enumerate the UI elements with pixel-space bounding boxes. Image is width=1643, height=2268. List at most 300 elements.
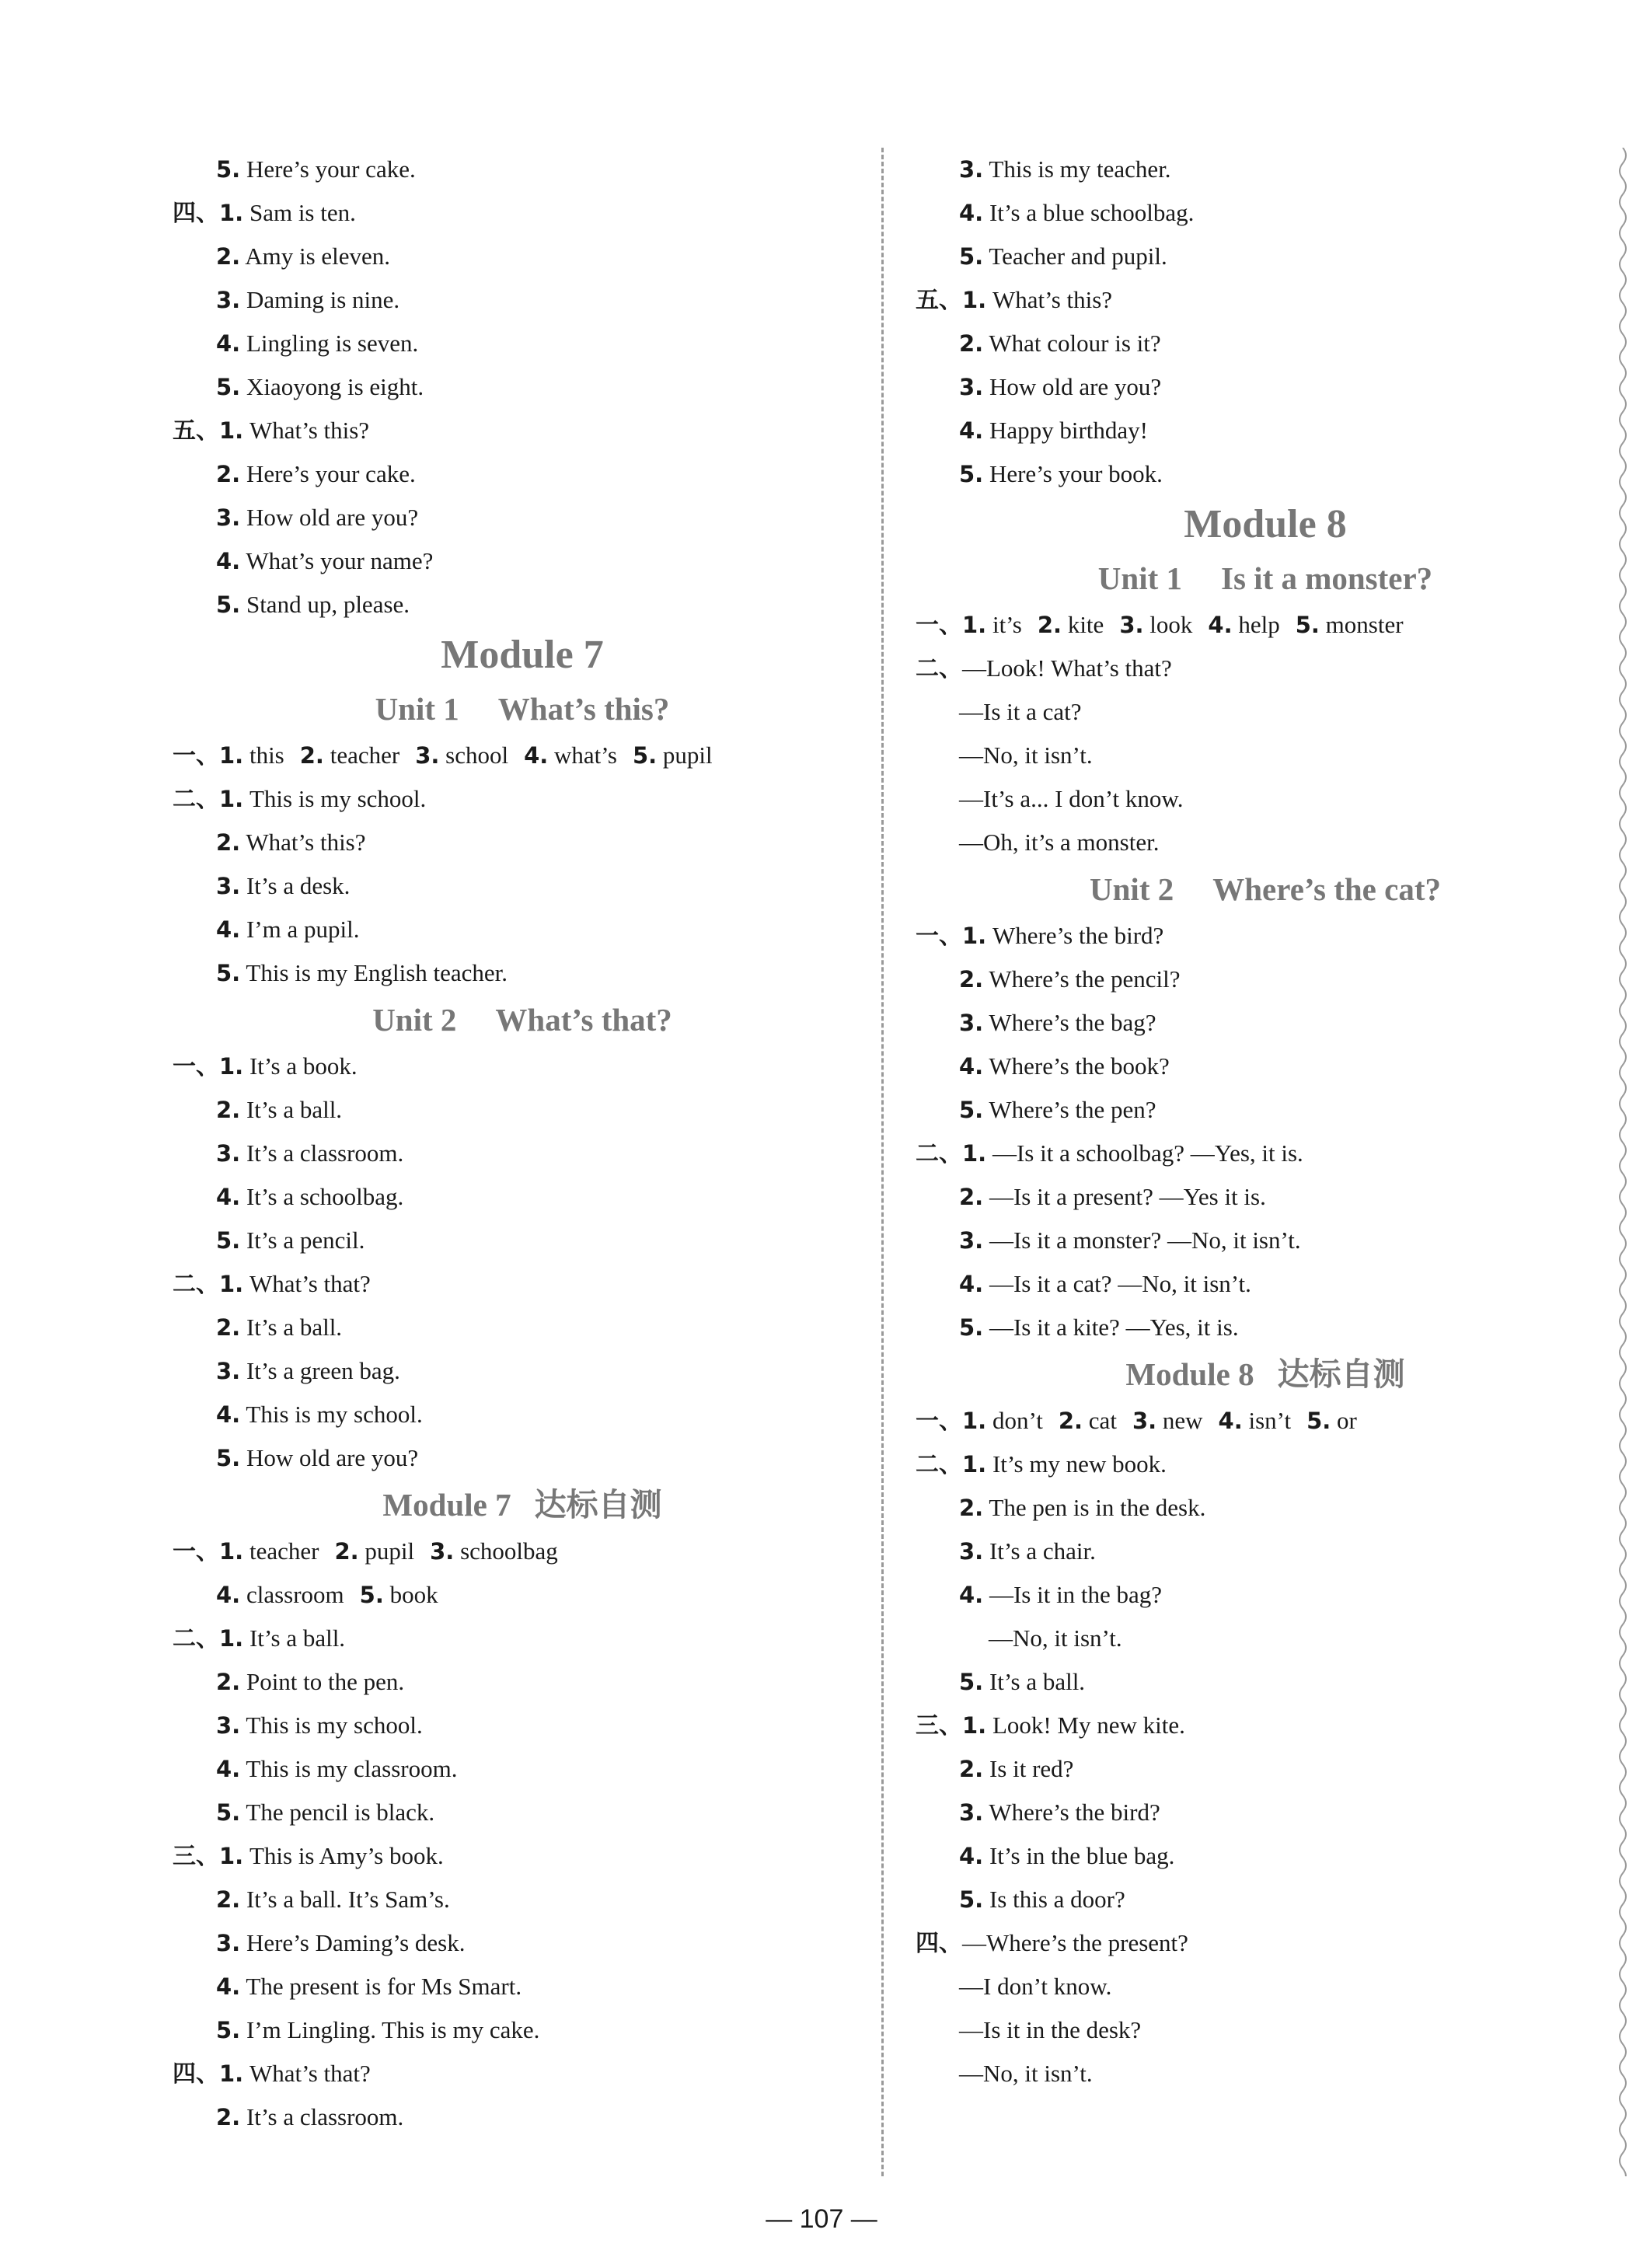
answer-line: [916, 1443, 1615, 1486]
answer-text: Here’s Daming’s desk.: [240, 1929, 466, 1956]
item-number: 1.: [962, 612, 987, 638]
answer-text: It’s a desk.: [240, 872, 351, 899]
answer-line: [173, 583, 872, 626]
answer-text: teacher: [323, 741, 400, 769]
answer-text: It’s a ball.: [240, 1314, 343, 1341]
item-number: 5.: [216, 2017, 241, 2043]
item-number: 4.: [216, 1582, 241, 1608]
answer-text: It’s a ball.: [243, 1624, 346, 1652]
item-number: 1.: [219, 742, 244, 769]
answer-line: [916, 409, 1615, 452]
item-number: 1.: [219, 1538, 244, 1565]
item-number: 1.: [219, 1271, 244, 1297]
answer-text: —No, it isn’t.: [959, 2060, 1093, 2087]
answer-line: [173, 1530, 872, 1573]
heading-label: Unit 2: [1090, 871, 1174, 907]
answer-text: This is my teacher.: [983, 155, 1171, 183]
answer-line: [173, 322, 872, 365]
item-number: 5.: [959, 1097, 984, 1123]
answer-line: [916, 1219, 1615, 1262]
item-number: 4.: [216, 330, 241, 357]
item-number: 1.: [962, 1451, 987, 1478]
heading-label: Unit 2: [372, 1002, 457, 1038]
item-number: 4.: [216, 1401, 241, 1428]
item-number: 2.: [216, 2104, 241, 2130]
answer-text: teacher: [243, 1537, 319, 1565]
heading-title: 达标自测: [1277, 1356, 1405, 1393]
item-number: 3.: [430, 1538, 455, 1565]
answer-line: [916, 1045, 1615, 1088]
answer-text: look: [1143, 611, 1193, 638]
item-number: 3.: [1119, 612, 1144, 638]
answer-line: [173, 1045, 872, 1088]
heading-title: Where’s the cat?: [1212, 871, 1441, 907]
item-number: 1.: [219, 1843, 244, 1869]
item-number: 1.: [219, 200, 244, 226]
answer-line: [916, 191, 1615, 235]
item-number: 1.: [219, 2060, 244, 2087]
answer-text: What’s this?: [986, 286, 1113, 313]
answer-line: [173, 734, 872, 777]
answer-line: [916, 1834, 1615, 1878]
answer-text: The pencil is black.: [240, 1799, 435, 1826]
item-number: 5.: [216, 374, 241, 400]
section-marker: 一、: [173, 742, 219, 769]
answer-text: —It’s a... I don’t know.: [959, 785, 1184, 812]
answer-text: What’s this?: [243, 417, 370, 444]
answer-line: [916, 958, 1615, 1001]
answer-text: This is my English teacher.: [240, 959, 508, 986]
answer-text: —Look! What’s that?: [962, 654, 1172, 682]
answer-text: Where’s the bird?: [986, 922, 1164, 949]
item-number: 4.: [216, 548, 241, 574]
item-number: 5.: [216, 1445, 241, 1471]
answer-line: [173, 539, 872, 583]
answer-line: [916, 1573, 1615, 1617]
item-number: 4.: [959, 417, 984, 444]
heading-label: Module 7: [382, 1487, 511, 1523]
section-marker: 一、: [173, 1538, 219, 1565]
item-number: 2.: [216, 1886, 241, 1913]
answer-line: [916, 278, 1615, 322]
answer-line: [916, 734, 1615, 777]
answer-line: [916, 1001, 1615, 1045]
item-number: 4.: [216, 1184, 241, 1210]
answer-text: help: [1232, 611, 1280, 638]
answer-line: [173, 1834, 872, 1878]
answer-line: [173, 1921, 872, 1965]
answer-text: Here’s your book.: [983, 460, 1163, 487]
answer-line: [173, 409, 872, 452]
item-number: 1.: [962, 923, 987, 949]
section-marker: 四、: [916, 1930, 962, 1957]
heading-title: What’s this?: [497, 691, 670, 727]
item-number: 3.: [959, 156, 984, 183]
item-number: 1.: [219, 1053, 244, 1080]
answer-text: —Is it a schoolbag? —Yes, it is.: [986, 1139, 1303, 1167]
answer-line: [173, 2008, 872, 2052]
unit-heading: [916, 553, 1615, 603]
section-marker: 三、: [173, 1843, 219, 1870]
item-number: 4.: [959, 1271, 984, 1297]
item-number: 3.: [216, 287, 241, 313]
answer-line: [916, 777, 1615, 821]
item-number: 2.: [216, 829, 241, 856]
section-marker: 五、: [173, 417, 219, 445]
heading-label: Module 8: [1125, 1356, 1254, 1392]
section-marker: 一、: [916, 612, 962, 639]
answer-text: This is my school.: [243, 785, 427, 812]
answer-line: [173, 1704, 872, 1747]
answer-text: It’s a pencil.: [240, 1226, 365, 1254]
item-number: 5.: [216, 1799, 241, 1826]
answer-text: How old are you?: [240, 504, 419, 531]
item-number: 2.: [959, 1184, 984, 1210]
item-number: 2.: [216, 461, 241, 487]
answer-text: Stand up, please.: [240, 591, 410, 618]
answer-line: [173, 496, 872, 539]
answer-text: Xiaoyong is eight.: [240, 373, 424, 400]
section-marker: 四、: [173, 2060, 219, 2088]
answer-text: pupil: [358, 1537, 415, 1565]
heading-label: Unit 1: [375, 691, 459, 727]
item-number: 5.: [1295, 612, 1320, 638]
answer-line: [173, 1306, 872, 1349]
answer-text: school: [439, 741, 509, 769]
answer-text: Here’s your cake.: [240, 460, 416, 487]
answer-line: [916, 1617, 1615, 1660]
module-heading: Module 7: [441, 633, 604, 677]
answer-line: [173, 2052, 872, 2095]
answer-line: [916, 1088, 1615, 1132]
column-divider: [881, 148, 884, 2176]
heading-title: What’s that?: [495, 1002, 672, 1038]
item-number: 5.: [632, 742, 658, 769]
answer-text: What’s that?: [243, 2060, 371, 2087]
section-marker: 五、: [916, 287, 962, 314]
answer-text: monster: [1319, 611, 1404, 638]
answer-text: Happy birthday!: [983, 417, 1148, 444]
answer-line: [173, 191, 872, 235]
answer-line: [173, 278, 872, 322]
item-number: 2.: [334, 1538, 359, 1565]
section-marker: 一、: [173, 1053, 219, 1080]
answer-text: How old are you?: [240, 1444, 419, 1471]
answer-line: [916, 821, 1615, 864]
answer-line: [916, 647, 1615, 690]
answer-line: [916, 1791, 1615, 1834]
item-number: 3.: [1132, 1408, 1157, 1434]
item-number: 3.: [959, 1538, 984, 1565]
answer-line: [916, 452, 1615, 496]
answer-line: [916, 1704, 1615, 1747]
answer-text: Where’s the pen?: [983, 1096, 1156, 1123]
item-number: 3.: [959, 374, 984, 400]
answer-text: Teacher and pupil.: [983, 243, 1167, 270]
answer-line: [916, 1486, 1615, 1530]
item-number: 2.: [959, 1495, 984, 1521]
section-marker: 二、: [173, 1625, 219, 1652]
item-number: 4.: [959, 1053, 984, 1080]
item-number: 4.: [959, 1843, 984, 1869]
answer-line: [916, 2052, 1615, 2095]
item-number: 4.: [216, 916, 241, 943]
answer-text: It’s a chair.: [983, 1537, 1096, 1565]
answer-line: [173, 821, 872, 864]
answer-line: [173, 1965, 872, 2008]
item-number: 2.: [216, 1314, 241, 1341]
answer-text: kite: [1062, 611, 1104, 638]
answer-line: [916, 603, 1615, 647]
answer-line: [173, 1175, 872, 1219]
answer-line: [173, 1791, 872, 1834]
answer-text: book: [383, 1581, 438, 1608]
answer-line: [916, 1747, 1615, 1791]
answer-text: —Oh, it’s a monster.: [959, 829, 1160, 856]
answer-text: new: [1156, 1407, 1203, 1434]
answer-text: —I don’t know.: [959, 1973, 1112, 2000]
item-number: 5.: [1306, 1408, 1331, 1434]
answer-line: [916, 690, 1615, 734]
answer-text: isn’t: [1242, 1407, 1292, 1434]
answer-line: [916, 1965, 1615, 2008]
item-number: 1.: [219, 1625, 244, 1652]
heading-label: Unit 1: [1097, 560, 1183, 596]
answer-line: [173, 1747, 872, 1791]
item-number: 1.: [219, 786, 244, 812]
item-number: 4.: [216, 1973, 241, 2000]
item-number: 3.: [415, 742, 440, 769]
answer-line: [173, 1088, 872, 1132]
answer-text: schoolbag: [454, 1537, 558, 1565]
answer-text: I’m Lingling. This is my cake.: [240, 2016, 540, 2043]
answer-text: What’s that?: [243, 1270, 371, 1297]
answer-text: This is my classroom.: [240, 1755, 458, 1782]
item-number: 2.: [216, 1097, 241, 1123]
answer-line: [173, 1436, 872, 1480]
answer-line: [173, 1393, 872, 1436]
section-marker: 四、: [173, 200, 219, 227]
answer-line: [916, 1262, 1615, 1306]
answer-line: [916, 1530, 1615, 1573]
answer-text: —Is it a monster? —No, it isn’t.: [983, 1226, 1301, 1254]
answer-text: It’s a green bag.: [240, 1357, 400, 1384]
answer-line: [173, 1262, 872, 1306]
answer-line: [916, 1132, 1615, 1175]
answer-text: This is Amy’s book.: [243, 1842, 444, 1869]
answer-text: Look! My new kite.: [986, 1711, 1185, 1739]
answer-line: [173, 148, 872, 191]
right-column: [916, 148, 1615, 2095]
item-number: 2.: [299, 742, 324, 769]
answer-text: Where’s the bird?: [983, 1799, 1160, 1826]
answer-line: [173, 1573, 872, 1617]
answer-text: Lingling is seven.: [240, 330, 419, 357]
item-number: 2.: [959, 966, 984, 993]
answer-text: What colour is it?: [983, 330, 1161, 357]
answer-line: [173, 864, 872, 908]
item-number: 2.: [216, 243, 241, 270]
answer-line: [916, 365, 1615, 409]
answer-text: This is my school.: [240, 1711, 423, 1739]
answer-text: It’s my new book.: [986, 1450, 1167, 1478]
item-number: 4.: [524, 742, 549, 769]
item-number: 5.: [216, 591, 241, 618]
answer-line: [916, 322, 1615, 365]
answer-line: [173, 1349, 872, 1393]
item-number: 5.: [359, 1582, 384, 1608]
answer-text: It’s a schoolbag.: [240, 1183, 404, 1210]
answer-text: this: [243, 741, 284, 769]
section-marker: 一、: [916, 1408, 962, 1435]
item-number: 1.: [962, 1140, 987, 1167]
unit-heading: [916, 864, 1615, 914]
answer-text: —No, it isn’t.: [959, 741, 1093, 769]
answer-text: What’s this?: [240, 829, 366, 856]
answer-text: Sam is ten.: [243, 199, 356, 226]
answer-text: Where’s the pencil?: [983, 965, 1181, 993]
answer-text: It’s a ball.: [240, 1096, 343, 1123]
item-number: 2.: [1058, 1408, 1083, 1434]
answer-line: [916, 235, 1615, 278]
answer-line: [173, 365, 872, 409]
answer-text: classroom: [240, 1581, 344, 1608]
answer-text: It’s a ball.: [983, 1668, 1086, 1695]
item-number: 1.: [962, 287, 987, 313]
answer-text: cat: [1083, 1407, 1117, 1434]
answer-line: [916, 1921, 1615, 1965]
answer-text: The present is for Ms Smart.: [240, 1973, 522, 2000]
unit-heading: [173, 995, 872, 1045]
answer-text: pupil: [657, 741, 713, 769]
item-number: 3.: [959, 1799, 984, 1826]
item-number: 5.: [216, 1227, 241, 1254]
item-number: 2.: [1037, 612, 1062, 638]
section-marker: 一、: [916, 923, 962, 950]
item-number: 3.: [959, 1227, 984, 1254]
answer-text: It’s a classroom.: [240, 1139, 404, 1167]
answer-line: [916, 148, 1615, 191]
answer-text: Here’s your cake.: [240, 155, 416, 183]
answer-text: How old are you?: [983, 373, 1162, 400]
answer-text: —Is it a cat? —No, it isn’t.: [983, 1270, 1251, 1297]
answer-text: What’s your name?: [240, 547, 434, 574]
item-number: 3.: [216, 1930, 241, 1956]
answer-line: [173, 1660, 872, 1704]
answer-text: —Is it a cat?: [959, 698, 1082, 725]
item-number: 3.: [216, 873, 241, 899]
answer-text: The pen is in the desk.: [983, 1494, 1206, 1521]
answer-line: [173, 2095, 872, 2139]
item-number: 4.: [959, 1582, 984, 1608]
answer-text: Point to the pen.: [240, 1668, 405, 1695]
section-marker: 三、: [916, 1712, 962, 1739]
answer-text: —Where’s the present?: [962, 1929, 1188, 1956]
item-number: 5.: [959, 243, 984, 270]
answer-text: —No, it isn’t.: [989, 1624, 1122, 1652]
answer-line: [916, 914, 1615, 958]
answer-line: [173, 951, 872, 995]
item-number: 4.: [216, 1756, 241, 1782]
answer-line: [173, 452, 872, 496]
item-number: 1.: [962, 1712, 987, 1739]
test-heading: [916, 1349, 1615, 1399]
section-marker: 二、: [173, 786, 219, 813]
item-number: 5.: [959, 1886, 984, 1913]
left-column: [173, 148, 872, 2139]
item-number: 5.: [959, 1314, 984, 1341]
answer-line: [916, 1306, 1615, 1349]
answer-text: Amy is eleven.: [240, 243, 391, 270]
item-number: 1.: [219, 417, 244, 444]
item-number: 3.: [216, 504, 241, 531]
answer-line: [916, 2008, 1615, 2052]
answer-text: —Is it in the bag?: [983, 1581, 1163, 1608]
answer-text: Where’s the book?: [983, 1052, 1170, 1080]
section-marker: 二、: [916, 1451, 962, 1478]
item-number: 5.: [959, 461, 984, 487]
answer-text: Is it red?: [983, 1755, 1074, 1782]
answer-line: [173, 1617, 872, 1660]
item-number: 4.: [959, 200, 984, 226]
answer-line: [173, 235, 872, 278]
test-heading: [173, 1480, 872, 1530]
item-number: 3.: [216, 1712, 241, 1739]
unit-heading: [173, 684, 872, 734]
answer-text: Where’s the bag?: [983, 1009, 1156, 1036]
item-number: 5.: [216, 156, 241, 183]
answer-text: It’s a book.: [243, 1052, 358, 1080]
answer-text: —Is it a present? —Yes it is.: [983, 1183, 1266, 1210]
page-edge-decoration: [1615, 148, 1631, 2176]
answer-line: [173, 908, 872, 951]
heading-title: Is it a monster?: [1221, 560, 1433, 596]
answer-text: Is this a door?: [983, 1886, 1125, 1913]
section-marker: 二、: [916, 655, 962, 682]
answer-text: don’t: [986, 1407, 1043, 1434]
answer-line: [173, 1219, 872, 1262]
answer-line: [173, 777, 872, 821]
heading-title: 达标自测: [534, 1486, 662, 1523]
item-number: 3.: [959, 1010, 984, 1036]
item-number: 5.: [959, 1669, 984, 1695]
item-number: 4.: [1218, 1408, 1243, 1434]
answer-line: [173, 1132, 872, 1175]
item-number: 3.: [216, 1140, 241, 1167]
answer-line: [173, 1878, 872, 1921]
module-heading: Module 8: [1184, 502, 1347, 546]
answer-text: or: [1331, 1407, 1357, 1434]
answer-text: Daming is nine.: [240, 286, 400, 313]
answer-line: [916, 1399, 1615, 1443]
item-number: 2.: [959, 1756, 984, 1782]
section-marker: 二、: [173, 1271, 219, 1298]
answer-text: It’s a blue schoolbag.: [983, 199, 1195, 226]
item-number: 2.: [216, 1669, 241, 1695]
item-number: 2.: [959, 330, 984, 357]
item-number: 3.: [216, 1358, 241, 1384]
answer-line: [916, 1660, 1615, 1704]
answer-text: it’s: [986, 611, 1022, 638]
section-marker: 二、: [916, 1140, 962, 1167]
answer-text: It’s a ball. It’s Sam’s.: [240, 1886, 450, 1913]
answer-text: It’s a classroom.: [240, 2103, 404, 2130]
answer-text: I’m a pupil.: [240, 916, 360, 943]
answer-text: —Is it a kite? —Yes, it is.: [983, 1314, 1239, 1341]
answer-line: [916, 1175, 1615, 1219]
answer-text: This is my school.: [240, 1401, 423, 1428]
answer-text: what’s: [548, 741, 617, 769]
